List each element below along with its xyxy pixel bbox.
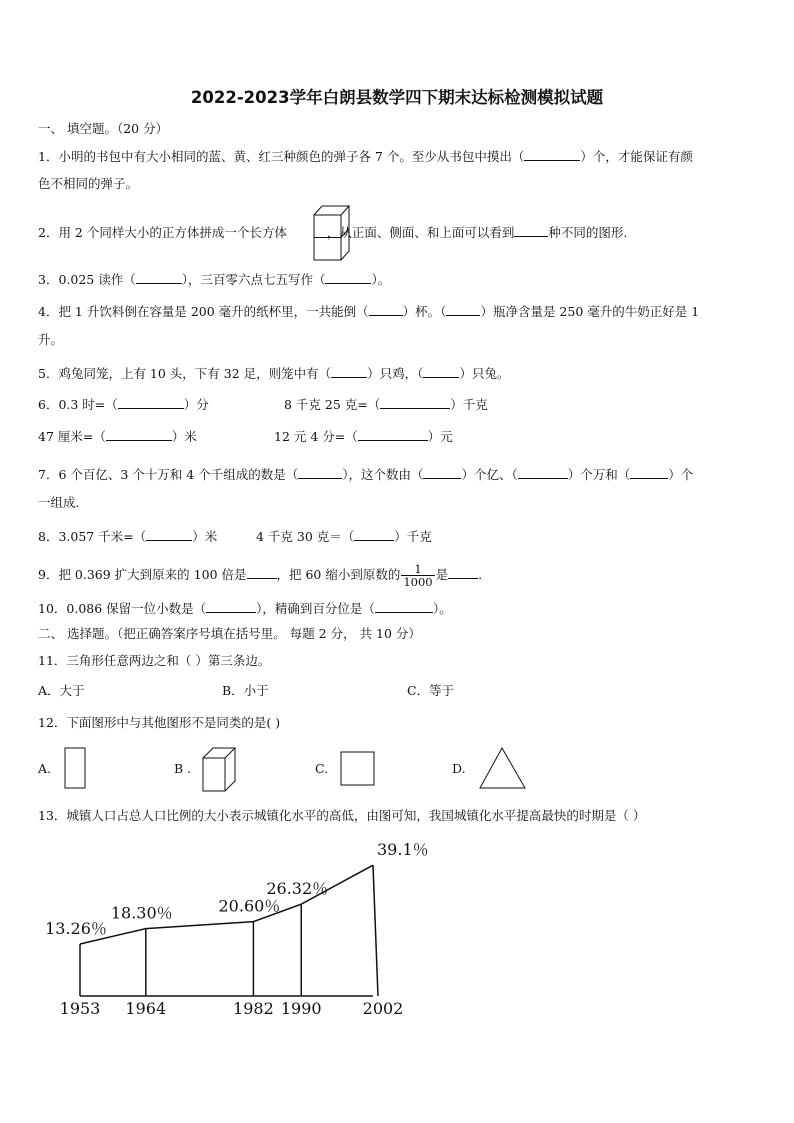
q4-blank-2[interactable] [446,304,480,316]
question-1 [38,149,693,164]
q8-text-a2: ）米 [192,529,218,544]
q6-blank-c[interactable] [106,429,172,441]
chart-x-tick-label: 1964 [125,999,167,1018]
q5-text-b: ）只鸡，（ [367,366,424,381]
q8-item-b [256,529,432,544]
q3-text-b: ），三百零六点七五写作（ [181,272,326,287]
q12-option-b[interactable]: B . [174,761,192,776]
q8-text-b2: ）千克 [394,529,432,544]
q12-square-figure [339,751,377,787]
q5-text-a: 5．鸡兔同笼，上有 10 头，下有 32 足，则笼中有（ [38,366,332,381]
urbanization-chart [0,840,794,1030]
q6-text-b2: ）千克 [450,397,488,412]
q6-text-d1: 12 元 4 分=（ [274,429,358,444]
q12-option-d[interactable]: D. [452,761,466,776]
q7-blank-3[interactable] [518,467,568,479]
q5-blank-2[interactable] [423,366,459,378]
q5-text-c: ）只兔。 [459,366,510,381]
q7-text-d: ）个万和（ [567,467,631,482]
q6-text-d2: ）元 [427,429,453,444]
q9-text-c: 是 [435,567,449,582]
chart-x-tick-label: 1990 [280,999,322,1018]
q6-text-a1: 6．0.3 时=（ [38,397,118,412]
q6-blank-b[interactable] [380,397,450,409]
chart-x-tick-label: 2002 [362,999,404,1018]
q9-fraction-numerator: 1 [401,563,434,576]
q10-text-c: ）。 [432,601,452,616]
q6-item-b [284,397,488,412]
q7-text-b: ），这个数由（ [342,467,424,482]
q4-blank-1[interactable] [369,304,403,316]
q4-text-b: ）杯。（ [402,304,447,319]
question-5 [38,366,509,381]
question-4 [38,304,699,319]
q12-cuboid-figure [201,745,237,793]
q6-text-c1: 47 厘米=（ [38,429,106,444]
q10-text-a: 10．0.086 保留一位小数是（ [38,601,207,616]
q8-text-a1: 8．3.057 千米=（ [38,529,147,544]
q12-option-a[interactable]: A. [38,761,52,776]
q6-text-b1: 8 千克 25 克=（ [284,397,381,412]
q10-text-b: ），精确到百分位是（ [256,601,375,616]
question-9 [38,556,482,594]
q7-blank-1[interactable] [298,467,342,479]
q5-blank-1[interactable] [331,366,367,378]
q3-text-c: ）。 [371,272,391,287]
q12-triangle-figure [478,746,528,790]
q1-text-c: 色不相同的弹子。 [38,176,139,191]
q9-blank-1[interactable] [247,567,277,579]
chart-data-label: 18.30％ [110,903,173,923]
q1-answer-blank[interactable] [524,149,580,161]
q7-blank-4[interactable] [630,467,668,479]
q6-item-c [38,429,197,444]
q11-stem: 11．三角形任意两边之和（ ）第三条边。 [38,653,271,668]
section-1-heading: 一、 填空题。（20 分） [38,121,169,136]
question-7 [38,467,693,482]
question-10 [38,601,452,616]
section-2-heading: 二、 选择题。（把正确答案序号填在括号里。 每题 2 分， 共 10 分） [38,626,421,641]
q11-option-b[interactable]: B．小于 [222,683,269,698]
q6-blank-a[interactable] [118,397,184,409]
q4-text-c: ）瓶净含量是 250 毫升的牛奶正好是 1 [480,304,700,319]
q7-blank-2[interactable] [423,467,461,479]
q8-blank-b[interactable] [354,529,394,541]
q7-text-e: ）个 [668,467,694,482]
q2-cuboid-figure [312,203,352,263]
chart-data-label: 26.32％ [266,879,329,899]
q6-item-d [274,429,453,444]
q9-text-b: ，把 60 缩小到原数的 [276,567,401,582]
q6-text-a2: ）分 [183,397,209,412]
q4-text-a: 4．把 1 升饮料倒在容量是 200 毫升的纸杯里，一共能倒（ [38,304,369,319]
q13-stem: 13．城镇人口占总人口比例的大小表示城镇化水平的高低，由图可知，我国城镇化水平提高最快的时期是（ ） [38,808,646,823]
chart-data-label: 39.1％ [377,840,429,860]
q6-item-a [38,397,209,412]
q2-text-a: 2．用 2 个同样大小的正方体拼成一个长方体 [38,225,287,240]
q1-text-a: 1．小明的书包中有大小相同的蓝、黄、红三种颜色的弹子各 7 个。至少从书包中摸出（ [38,149,525,164]
q6-blank-d[interactable] [358,429,428,441]
q2-answer-blank[interactable] [514,225,548,237]
q8-text-b1: 4 千克 30 克＝（ [256,529,355,544]
q7-text-a: 7．6 个百亿、3 个十万和 4 个千组成的数是（ [38,467,299,482]
page-title: 2022-2023学年白朗县数学四下期末达标检测模拟试题 [190,88,604,107]
q9-blank-2[interactable] [448,567,478,579]
q12-rectangle-figure [64,747,86,789]
q11-option-c[interactable]: C．等于 [407,683,455,698]
chart-x-tick-label: 1982 [233,999,274,1018]
q2-text-c: 种不同的图形. [548,225,628,240]
q8-blank-a[interactable] [146,529,192,541]
q12-option-c[interactable]: C. [315,761,329,776]
q12-stem: 12．下面图形中与其他图形不是同类的是( ) [38,715,281,730]
q6-text-c2: ）米 [171,429,197,444]
q2-text-b: ，从正面、侧面、和上面可以看到 [326,225,515,240]
chart-vertical-2002 [373,865,378,996]
q10-blank-2[interactable] [375,601,433,613]
q3-text-a: 3．0.025 读作（ [38,272,136,287]
q4-text-d: 升。 [38,332,64,347]
chart-data-label: 20.60％ [218,896,281,916]
chart-x-tick-label: 1953 [59,999,101,1018]
question-3 [38,272,390,287]
q7-text-f: 一组成. [38,495,80,510]
q1-text-b: ）个，才能保证有颜 [580,149,693,164]
q3-blank-2[interactable] [325,272,371,284]
q9-text-a: 9．把 0.369 扩大到原来的 100 倍是 [38,567,247,582]
q3-blank-1[interactable] [136,272,182,284]
q9-fraction [401,563,434,588]
q10-blank-1[interactable] [206,601,256,613]
q9-fraction-denominator: 1000 [403,575,433,589]
q7-text-c: ）个亿、（ [461,467,518,482]
q11-option-a[interactable]: A．大于 [38,683,85,698]
q8-item-a [38,529,217,544]
q9-text-d: . [478,567,483,582]
chart-data-label: 13.26％ [45,919,107,938]
